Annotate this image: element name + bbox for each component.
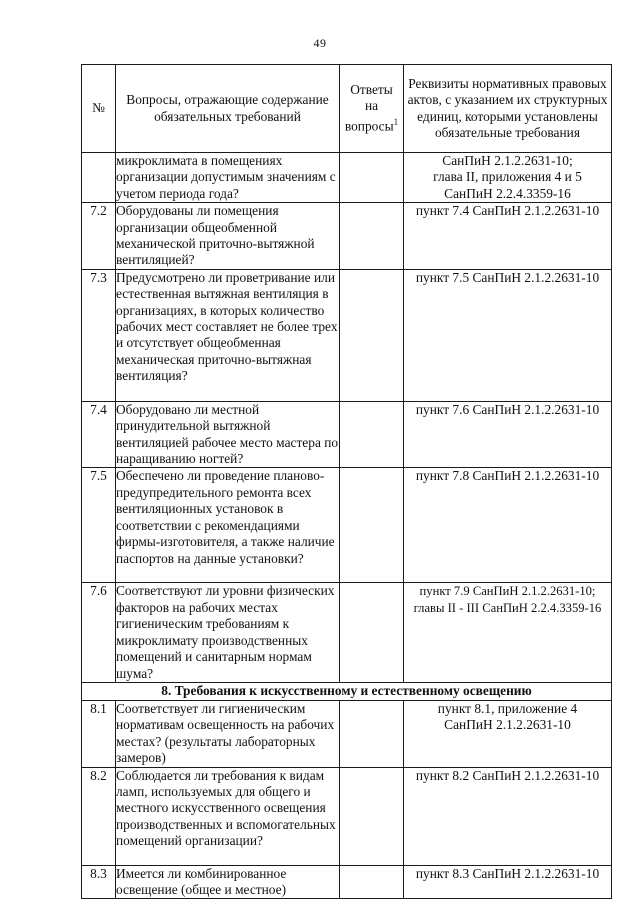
row-answer (340, 269, 404, 401)
row-reference: пункт 7.4 СанПиН 2.1.2.2631-10 (404, 203, 612, 270)
header-answer (340, 65, 404, 153)
table-header-row (82, 65, 612, 153)
row-answer (340, 153, 404, 203)
row-reference: пункт 7.6 СанПиН 2.1.2.2631-10 (404, 401, 612, 468)
requirements-table (81, 64, 612, 899)
row-reference: пункт 8.3 СанПиН 2.1.2.2631-10 (404, 865, 612, 899)
table-row (82, 865, 612, 899)
header-question: Вопросы, отражающие содержание обязательных требований (116, 65, 340, 153)
row-answer (340, 700, 404, 767)
row-num: 7.2 (82, 203, 116, 270)
row-question: Имеется ли комбинированное освещение (общее и местное) (116, 865, 340, 899)
section-title: 8. Требования к искусственному и естественному освещению (82, 682, 612, 700)
header-reference: Реквизиты нормативных правовых актов, с указанием их структурных единиц, которыми установлены обязательные требования (404, 65, 612, 153)
row-num: 7.5 (82, 468, 116, 583)
row-question: Соответствует ли гигиеническим нормативам освещенность на рабочих местах? (результаты лабораторных замеров) (116, 700, 340, 767)
row-num: 8.3 (82, 865, 116, 899)
row-num: 8.2 (82, 767, 116, 865)
table-row (82, 767, 612, 865)
row-answer (340, 583, 404, 682)
row-answer (340, 767, 404, 865)
row-num (82, 153, 116, 203)
page-number: 49 (313, 36, 327, 50)
table-row (82, 153, 612, 203)
row-question: микроклимата в помещениях организации допустимым значениям с учетом периода года? (116, 153, 340, 203)
row-question: Оборудовано ли местной принудительной вытяжной вентиляцией рабочее место мастера по наращиванию ногтей? (116, 401, 339, 467)
row-answer (340, 203, 404, 270)
row-num: 7.4 (82, 401, 116, 468)
row-reference: пункт 8.1, приложение 4 СанПиН 2.1.2.2631-10 (404, 700, 612, 767)
table-row (82, 700, 612, 767)
header-answer-label: Ответы на вопросы (344, 81, 394, 134)
row-question: Соответствуют ли уровни физических факторов на рабочих местах гигиеническим требованиям к микроклимату производственных помещений и санитарным нормам шума? (116, 583, 340, 682)
table-row (82, 583, 612, 682)
row-reference: пункт 7.8 СанПиН 2.1.2.2631-10 (404, 468, 612, 583)
header-num: № (82, 65, 116, 153)
table-row (82, 269, 612, 401)
row-answer (340, 865, 404, 899)
row-reference: пункт 8.2 СанПиН 2.1.2.2631-10 (404, 767, 612, 865)
row-reference: пункт 7.9 СанПиН 2.1.2.2631-10; главы II - III СанПиН 2.2.4.3359-16 (404, 583, 612, 682)
row-reference: пункт 7.5 СанПиН 2.1.2.2631-10 (404, 269, 612, 401)
row-num: 7.6 (82, 583, 116, 682)
row-question: Оборудованы ли помещения организации общеобменной механической приточно-вытяжной вентиляцией? (116, 203, 340, 270)
header-answer-footnote: 1 (393, 117, 399, 128)
row-answer (340, 401, 404, 468)
table-row (82, 468, 612, 583)
row-question: Предусмотрено ли проветривание или естественная вытяжная вентиляция в организациях, в которых количество рабочих мест составляет не более трех и отсутствует общеобменная механическая приточно-вытяжная вентиляция? (116, 269, 340, 401)
row-question: Обеспечено ли проведение планово-предупредительного ремонта всех вентиляционных установок в соответствии с рекомендациями фирмы-изготовителя, а также наличие паспортов на данные установки? (116, 468, 340, 583)
row-num: 8.1 (82, 700, 116, 767)
table-row (82, 203, 612, 270)
row-answer (340, 468, 404, 583)
table-row (82, 401, 612, 468)
row-reference: СанПиН 2.1.2.2631-10; глава II, приложения 4 и 5 СанПиН 2.2.4.3359-16 (404, 153, 612, 203)
row-num: 7.3 (82, 269, 116, 401)
section-row (82, 682, 612, 700)
row-question: Соблюдается ли требования к видам ламп, используемых для общего и местного искусственного освещения производственных и вспомогательных помещений организации? (116, 767, 340, 865)
